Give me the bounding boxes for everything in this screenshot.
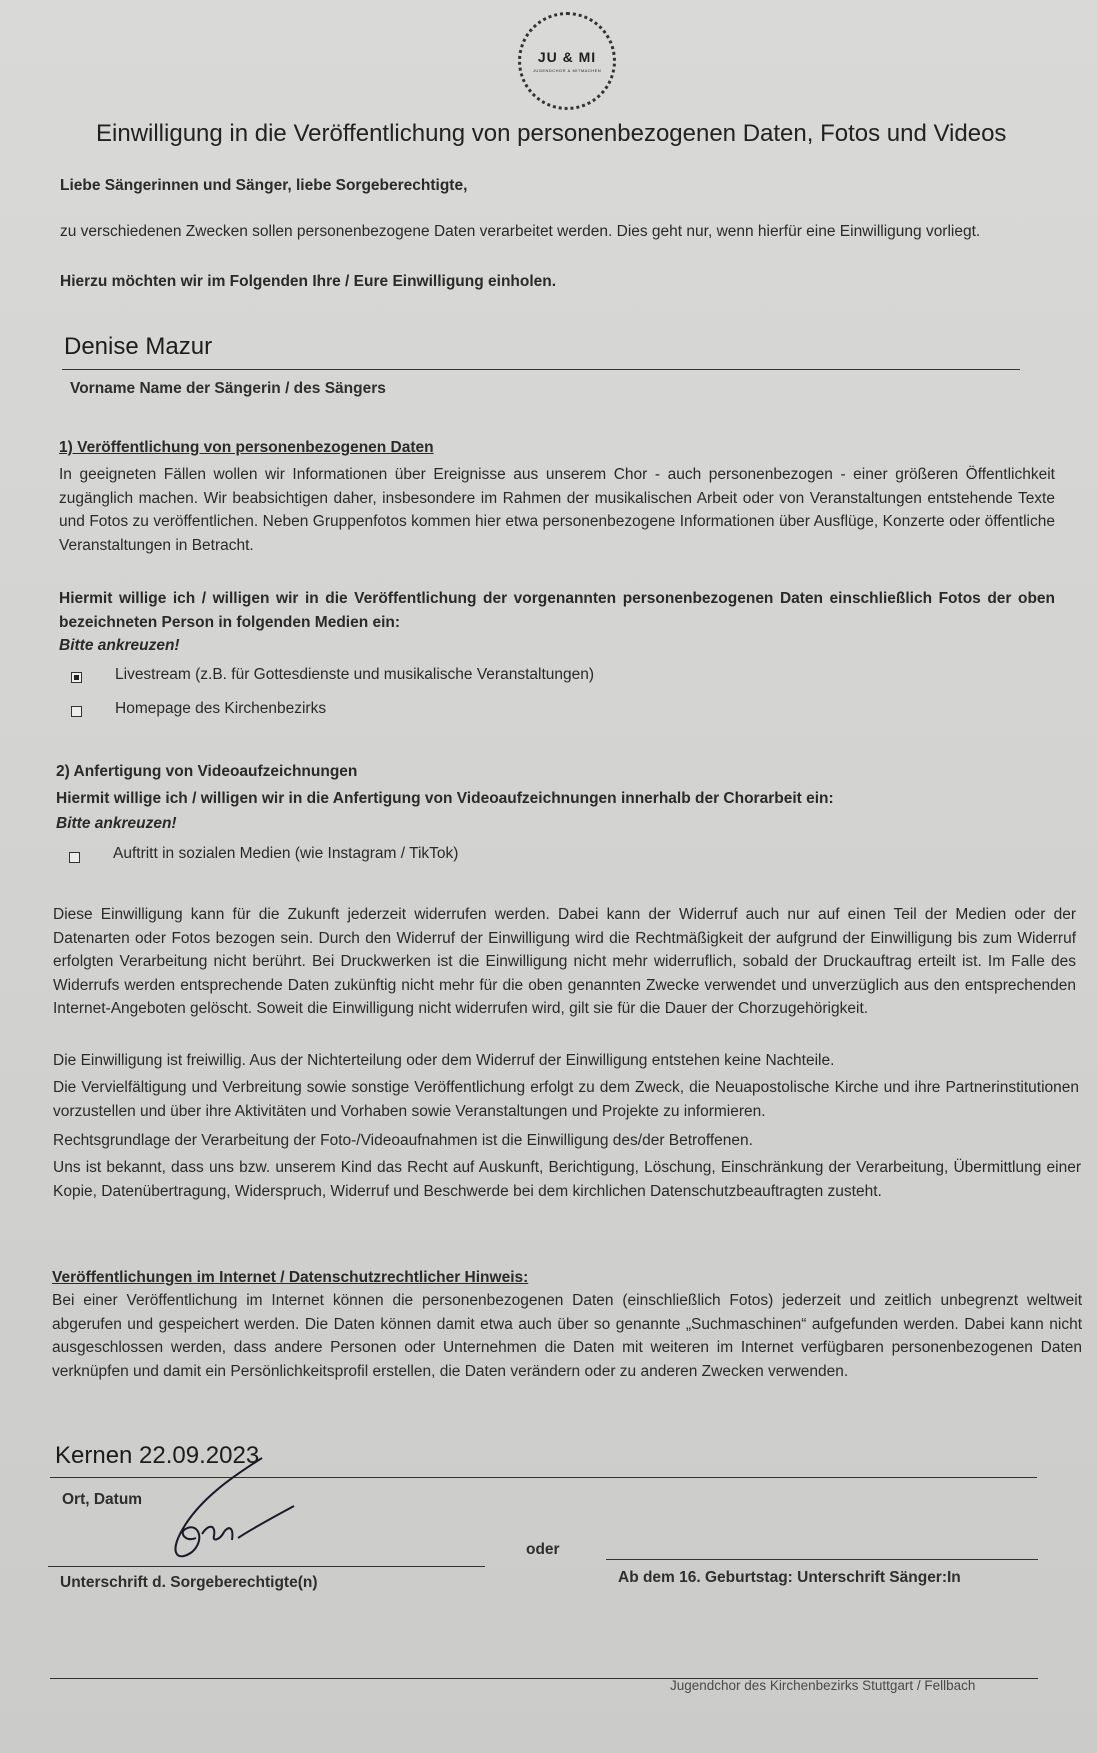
purpose-notice: Die Vervielfältigung und Verbreitung sowie sonstige Veröffentlichung erfolgt zu dem Zweck, die Neuapostolische Kirche und ihre Partnerinstitutionen vorzustellen und über ihre Aktivitäten und Vorhaben sowie Veranstaltungen und Projekte zu informieren. xyxy=(53,1079,1079,1120)
revocation-paragraph: Diese Einwilligung kann für die Zukunft jederzeit widerrufen werden. Dabei kann der Widerruf auch nur auf einen Teil der Medien oder der Datenarten oder Fotos bezogen sein. Durch den Widerruf der Einwilligung wird die Rechtmäßigkeit der aufgrund der Einwilligung bis zum Widerruf erfolgten Verarbeitung nicht berührt. Bei Druckwerken ist die Einwilligung nicht mehr widerruflich, sobald der Druckauftrag erteilt ist. Im Falle des Widerrufs werden entsprechende Daten zukünftig nicht mehr für die oben genannten Zwecke verwendet und unverzüglich aus den entsprechenden Internet-Angeboten gelöscht. Soweit die Einwilligung nicht widerrufen wird, gilt sie für die Dauer der Chorzugehörigkeit. xyxy=(53,906,1076,1017)
rights-notice: Uns ist bekannt, dass uns bzw. unserem Kind das Recht auf Auskunft, Berichtigung, Löschung, Einschränkung der Verarbeitung, Übermittlung einer Kopie, Datenübertragung, Widerspruch, Widerruf und Beschwerde bei dem kirchlichen Datenschutzbeauftragten zusteht. xyxy=(53,1159,1081,1200)
voluntary-notice: Die Einwilligung ist freiwillig. Aus der Nichterteilung oder dem Widerruf der Einwilligung entstehen keine Nachteile. xyxy=(53,1052,835,1069)
guardian-signature-label: Unterschrift d. Sorgeberechtigte(n) xyxy=(60,1574,318,1591)
intro-paragraph: zu verschiedenen Zwecken sollen personenbezogene Daten verarbeitet werden. Dies geht nur, wenn hierfür eine Einwilligung vorliegt. xyxy=(60,223,981,240)
section2-heading: 2) Anfertigung von Videoaufzeichnungen xyxy=(56,763,358,780)
section2-instruction: Bitte ankreuzen! xyxy=(56,815,177,832)
place-date-label: Ort, Datum xyxy=(62,1491,143,1508)
homepage-checkbox[interactable] xyxy=(71,706,82,717)
singer-name-label: Vorname Name der Sängerin / des Sängers xyxy=(70,380,386,397)
footer-text: Jugendchor des Kirchenbezirks Stuttgart / Fellbach xyxy=(670,1678,976,1693)
singer-signature-line xyxy=(606,1559,1038,1560)
logo-text: JU & MI xyxy=(537,49,597,65)
guardian-signature-line xyxy=(48,1566,485,1567)
intro-request: Hierzu möchten wir im Folgenden Ihre / Eure Einwilligung einholen. xyxy=(60,273,557,290)
logo-subtext: JUGENDCHOR & MITMACHEN xyxy=(532,68,602,73)
homepage-option-label: Homepage des Kirchenbezirks xyxy=(115,700,327,717)
social-media-option-label: Auftritt in sozialen Medien (wie Instagram / TikTok) xyxy=(113,845,459,862)
section1-heading: 1) Veröffentlichung von personenbezogenen Daten xyxy=(59,439,434,456)
section1-paragraph: In geeigneten Fällen wollen wir Informationen über Ereignisse aus unserem Chor - auch personenbezogen - einer größeren Öffentlichkeit zugänglich machen. Wir beabsichtigen daher, insbesondere im Rahmen der musikalischen Arbeit oder von Veranstaltungen entstehende Texte und Fotos zu veröffentlichen. Neben Gruppenfotos kommen hier etwa personenbezogene Informationen über Ausflüge, Konzerte oder öffentliche Veranstaltungen in Betracht. xyxy=(59,466,1055,554)
internet-heading: Veröffentlichungen im Internet / Datenschutzrechtlicher Hinweis: xyxy=(52,1269,529,1286)
or-label: oder xyxy=(526,1541,560,1558)
greeting: Liebe Sängerinnen und Sänger, liebe Sorgeberechtigte, xyxy=(60,177,468,194)
singer-signature-label: Ab dem 16. Geburtstag: Unterschrift Sänger:In xyxy=(618,1569,961,1586)
guardian-signature-mark xyxy=(150,1450,310,1570)
choir-logo-stamp xyxy=(518,12,616,110)
legal-basis-notice: Rechtsgrundlage der Verarbeitung der Foto-/Videoaufnahmen ist die Einwilligung des/der Betroffenen. xyxy=(53,1132,753,1149)
social-media-checkbox[interactable] xyxy=(69,852,80,863)
internet-paragraph: Bei einer Veröffentlichung im Internet können die personenbezogenen Daten (einschließlich Fotos) jederzeit und zeitlich unbegrenzt weltweit abgerufen und gespeichert werden. Die Daten können damit etwa auch über so genannte „Suchmaschinen“ aufgefunden werden. Dabei kann nicht ausgeschlossen werden, dass andere Personen oder Unternehmen die Daten mit weiteren im Internet verfügbaren personenbezogenen Daten verknüpfen und damit ein Persönlichkeitsprofil erstellen, die Daten verändern oder zu anderen Zwecken verwenden. xyxy=(52,1292,1082,1380)
section1-instruction: Bitte ankreuzen! xyxy=(59,637,180,654)
section1-consent: Hiermit willige ich / willigen wir in die Veröffentlichung der vorgenannten personenbezogenen Daten einschließlich Fotos der oben bezeichneten Person in folgenden Medien ein: xyxy=(59,590,1055,631)
name-underline xyxy=(62,369,1020,370)
singer-name-value: Denise Mazur xyxy=(64,333,213,360)
checkbox-check-mark xyxy=(74,675,79,680)
place-date-value: Kernen 22.09.2023 xyxy=(55,1442,260,1469)
section2-consent: Hiermit willige ich / willigen wir in die Anfertigung von Videoaufzeichnungen innerhalb der Chorarbeit ein: xyxy=(56,790,834,807)
document-title: Einwilligung in die Veröffentlichung von personenbezogenen Daten, Fotos und Videos xyxy=(96,120,1007,147)
livestream-checkbox[interactable] xyxy=(71,672,82,683)
livestream-option-label: Livestream (z.B. für Gottesdienste und musikalische Veranstaltungen) xyxy=(115,666,595,683)
